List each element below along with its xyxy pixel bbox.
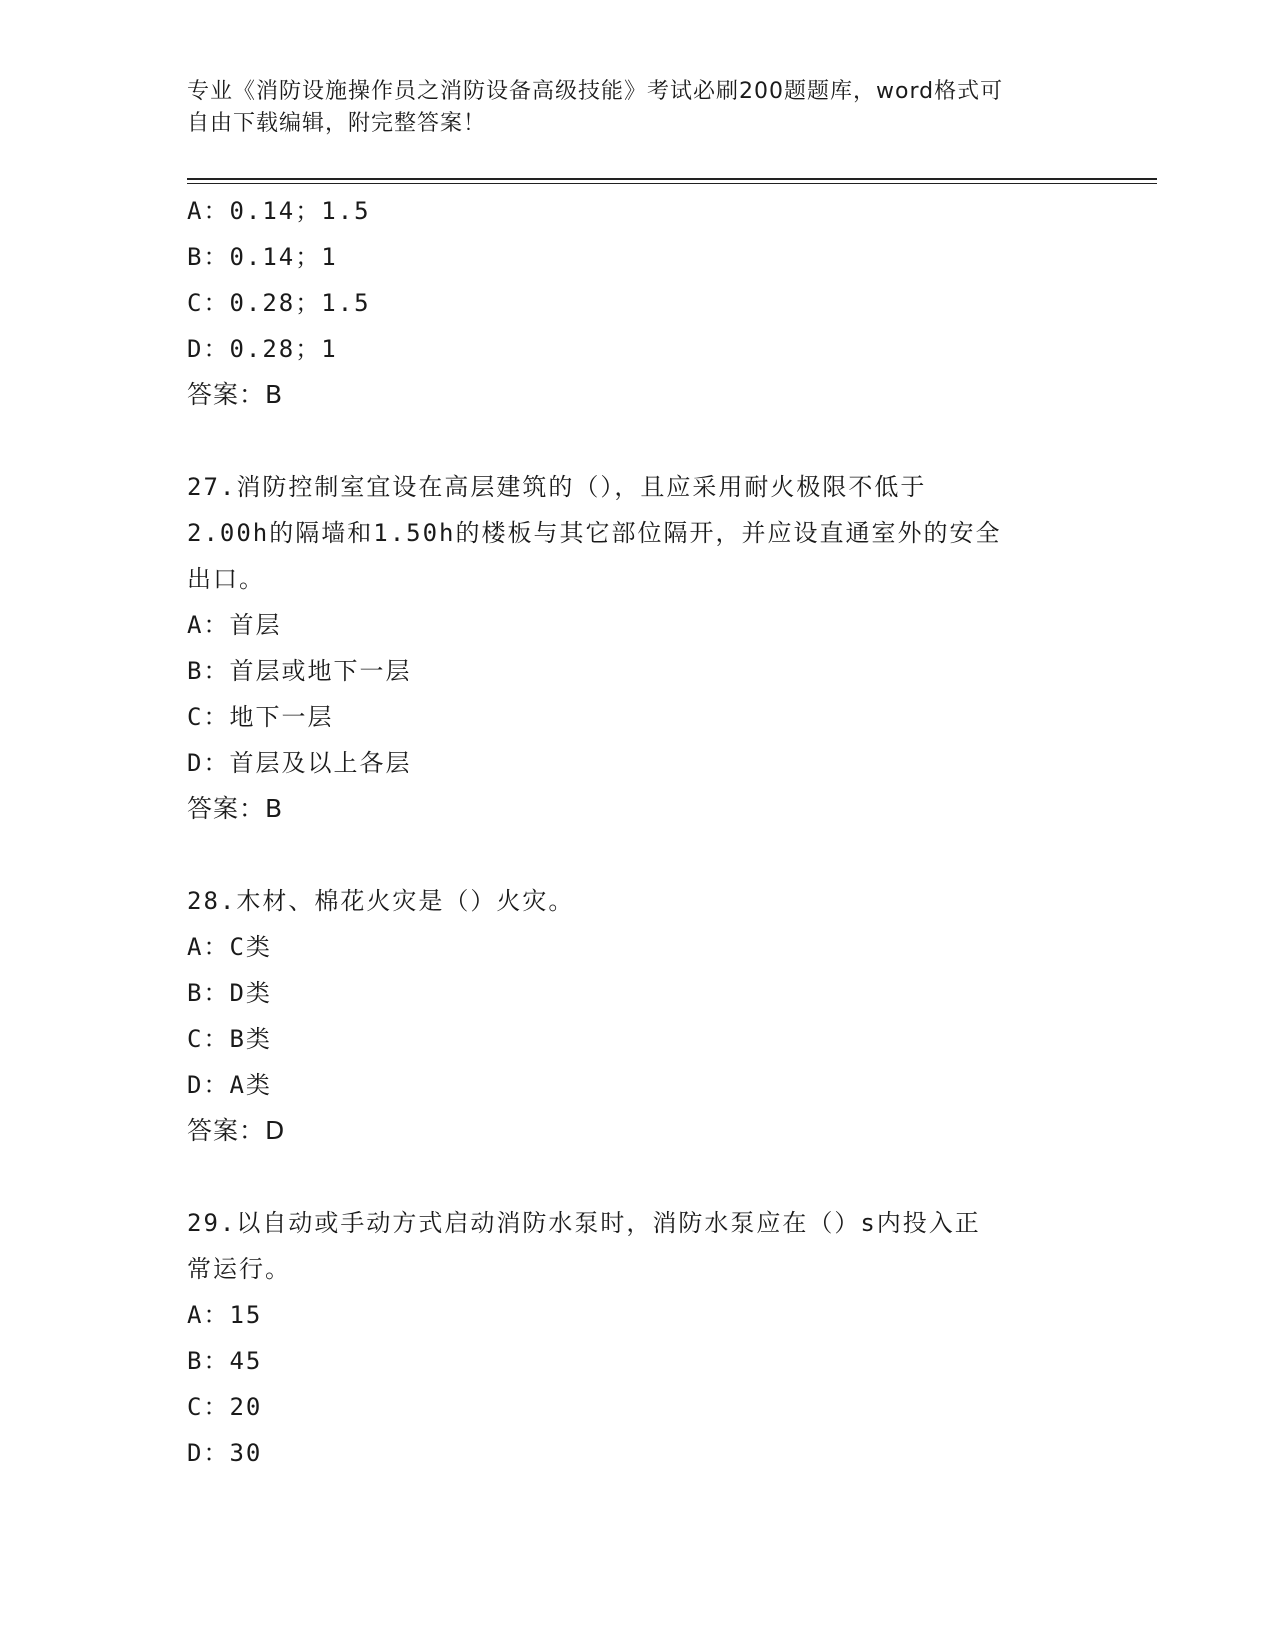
- question-spacer: [187, 832, 1157, 878]
- option-c: C：B类: [187, 1025, 272, 1053]
- answer-line: 答案：B: [187, 380, 284, 409]
- option-a: A：首层: [187, 611, 282, 639]
- question-stem-line: 常运行。: [187, 1255, 291, 1283]
- option-c: C：20: [187, 1393, 263, 1421]
- answer-line: 答案：D: [187, 1116, 286, 1145]
- question-spacer: [187, 1154, 1157, 1200]
- option-d: D：30: [187, 1439, 263, 1467]
- option-d: D：0.28；1: [187, 335, 338, 363]
- header-line-2: 自由下载编辑，附完整答案！: [187, 111, 487, 136]
- option-b: B：45: [187, 1347, 263, 1375]
- question-stem-line: 2.00h的隔墙和1.50h的楼板与其它部位隔开，并应设直通室外的安全: [187, 519, 1002, 547]
- option-d: D：首层及以上各层: [187, 749, 412, 777]
- question-stem-line: 27.消防控制室宜设在高层建筑的（），且应采用耐火极限不低于: [187, 473, 927, 501]
- option-c: C：0.28；1.5: [187, 289, 371, 317]
- answer-line: 答案：B: [187, 794, 284, 823]
- option-b: B：0.14；1: [187, 243, 338, 271]
- option-c: C：地下一层: [187, 703, 334, 731]
- question-26: [187, 188, 1157, 418]
- option-b: B：首层或地下一层: [187, 657, 412, 685]
- question-stem-line: 出口。: [187, 565, 265, 593]
- question-spacer: [187, 418, 1157, 464]
- question-stem-line: 28.木材、棉花火灾是（）火灾。: [187, 887, 575, 915]
- document-header: [187, 76, 1087, 140]
- question-28: [187, 878, 1157, 1154]
- option-d: D：A类: [187, 1071, 272, 1099]
- option-a: A：0.14；1.5: [187, 197, 371, 225]
- question-27: [187, 464, 1157, 832]
- option-a: A：15: [187, 1301, 263, 1329]
- option-b: B：D类: [187, 979, 272, 1007]
- header-divider-thick: [187, 178, 1157, 180]
- header-divider-thin: [187, 183, 1157, 184]
- question-list: [187, 188, 1157, 1476]
- header-line-1: 专业《消防设施操作员之消防设备高级技能》考试必刷200题题库，word格式可: [187, 79, 1004, 104]
- option-a: A：C类: [187, 933, 272, 961]
- question-stem-line: 29.以自动或手动方式启动消防水泵时，消防水泵应在（）s内投入正: [187, 1209, 981, 1237]
- question-29: [187, 1200, 1157, 1476]
